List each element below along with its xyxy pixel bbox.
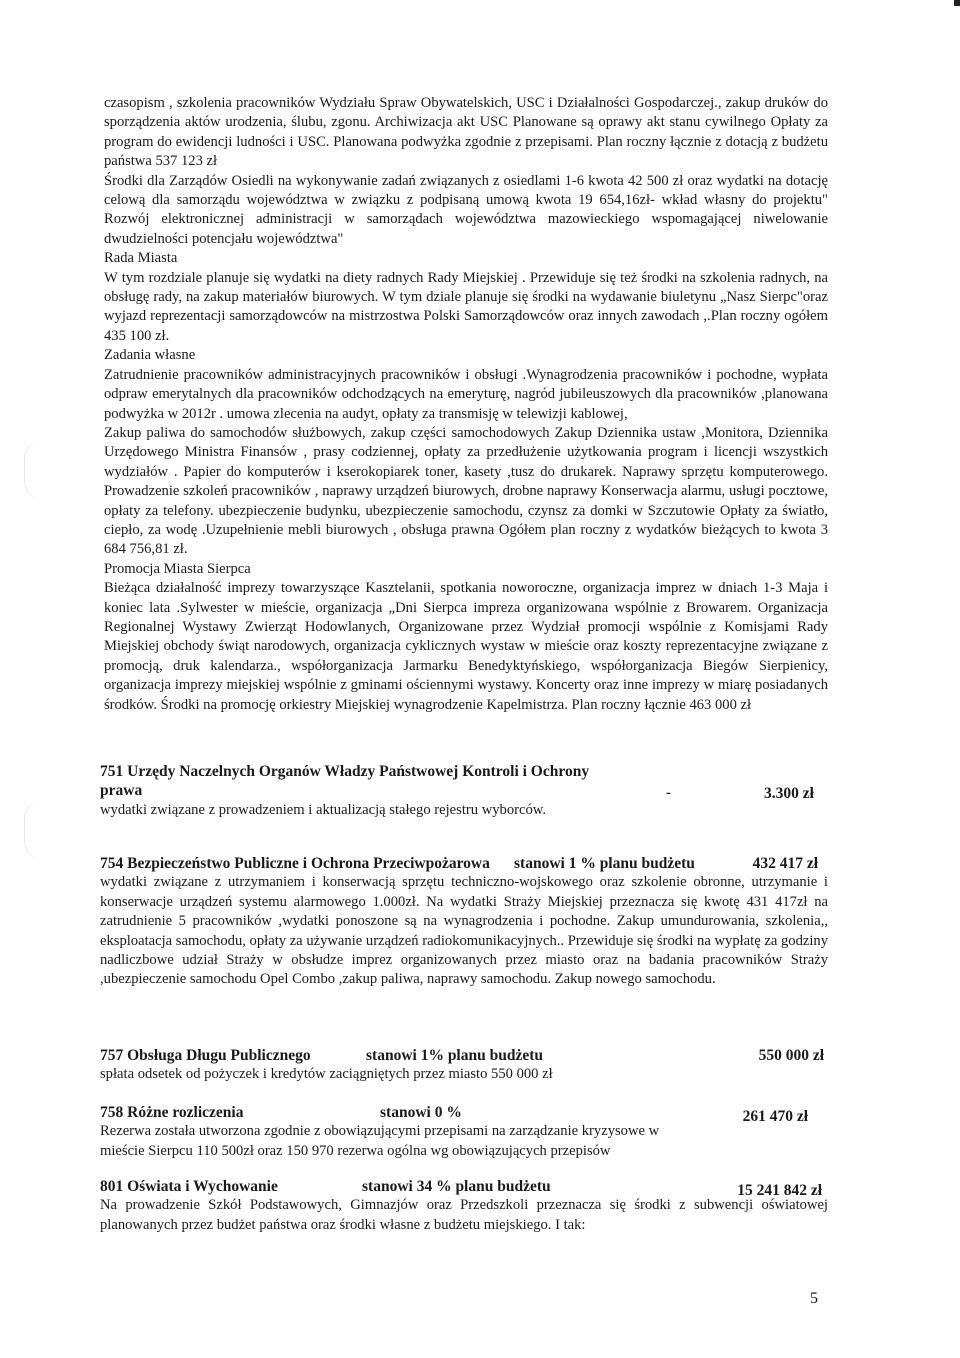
section-share: stanowi 34 % planu budżetu [362,1178,551,1195]
paragraph: Bieżąca działalność imprezy towarzyszące Kasztelanii, spotkania noworoczne, organizacja imprez w dniach 1-3 Maja i koniec lata .Sylwester w mieście, organizacja „Dni Sierpca impreza organizowana wspólnie z Browarem. Organizacja Regionalnej Wystawy Zwierząt Hodowlanych, Organizowane przez Wydział promocji wspólnie z Komisjami Rady Miejskiej obchody świąt narodowych, organizacja cyklicznych wystaw w mieście oraz koszty reprezentacyjne związane z promocją, druk kalendarza., współorganizacja Jarmarku Benedyktyńskiego, współorganizacja Biegów Sierpienicy, organizacja imprezy miejskiej wspólnie z gminami ościennymi wystawy. Koncerty oraz inne imprezy w miarę posiadanych środków. Środki na promocję orkiestry Miejskiej wynagrodzenie Kapelmistrza. Plan roczny łącznie 463 000 zł [104,580,828,713]
paragraph: W tym rozdziale planuje się wydatki na diety radnych Rady Miejskiej . Przewiduje się też środki na szkolenia radnych, na obsługę rady, na zakup materiałów biurowych. W tym dziale planuje się środki na wydawanie biuletynu „Nasz Sierpc"oraz wyjazd reprezentacji samorządowców na mistrzostwa Polski Samorządowców oraz innych zawodach ,.Plan roczny ogółem 435 100 zł. [104,269,828,344]
subheading: Promocja Miasta Sierpca [104,560,251,577]
section-amount: 15 241 842 zł [737,1182,822,1199]
section-body-text: wydatki związane z utrzymaniem i konserwacją sprzętu techniczno-wojskowego oraz szkolenie obronne, utrzymanie i konserwacje urządzeń systemu alarmowego 1.000zł. Na wydatki Straży Miejskiej przeznacza się kwotę 431 417zł na zatrudnienie 5 pracowników ,wydatki ponoszone są na wynagrodzenia i pochodne. Zakup umundurowania, szkolenia,, eksploatacja samochodu, opłaty za używanie urządzeń radiokomunikacyjnych.. Przewiduje się środki na wypłatę za godziny nadliczbowe udział Straży w obsłudze imprez organizowanych przez miasto oraz na badania pracowników Straży ,ubezpieczenie samochodu Opel Combo ,zakup paliwa, naprawy samochodu. Zakup nowego samochodu. [100,874,828,988]
section-amount: 550 000 zł [758,1047,824,1064]
section-share: stanowi 1 % planu budżetu [514,855,695,872]
section-amount: 261 470 zł [742,1108,808,1125]
section-heading [100,762,620,801]
section-title: 754 Bezpieczeństwo Publiczne i Ochrona Przeciwpożarowa [100,855,490,872]
section-share: stanowi 1% planu budżetu [366,1047,544,1064]
section-body [100,1065,828,1084]
section-754 [100,854,828,990]
section-body-text: Rezerwa została utworzona zgodnie z obowiązującymi przepisami na zarządzanie kryzysowe w mieście Sierpcu 110 500zł oraz 150 970 rezerwa ogólna wg obowiązujących przepisów [100,1123,660,1159]
section-heading [100,1177,828,1199]
section-amount: 432 417 zł [752,855,818,872]
paragraph: Zatrudnienie pracowników administracyjnych pracowników i obsługi .Wynagrodzenia pracowników i pochodne, wypłata odpraw emerytalnych dla pracowników odchodzących na emeryturę, nagród jubileuszowych dla pracowników ,planowana podwyżka w 2012r . umowa zlecenia na audyt, opłaty za transmisję w telewizji kablowej, [104,366,828,422]
section-body [100,873,828,989]
page-number: 5 [810,1290,818,1307]
subheading: Zadania własne [104,347,196,364]
section-title: 757 Obsługa Długu Publicznego [100,1047,311,1064]
section-body [100,1122,700,1161]
section-body [100,1196,828,1235]
section-heading [100,854,828,873]
section-body [100,801,828,820]
paragraph: Środki dla Zarządów Osiedli na wykonywanie zadań związanych z osiedlami 1-6 kwota 42 500 zł oraz wydatki na dotację celową dla samorządu województwa w związku z podpisaną umową kwota 19 654,16zł- wkład własny do projektu" Rozwój elektronicznej administracji w samorządach województwa mazowieckiego wspomagającej niwelowanie dwudzielności potencjału województwa" [104,172,828,247]
section-dash: - [666,785,671,801]
section-title: 751 Urzędy Naczelnych Organów Władzy Państwowej Kontroli i Ochrony prawa [100,763,590,800]
section-heading [100,1103,828,1125]
section-757 [100,1046,828,1085]
section-share: stanowi 0 % [380,1104,462,1121]
intro-text-block [104,94,828,715]
paragraph: czasopism , szkolenia pracowników Wydziału Spraw Obywatelskich, USC i Działalności Gospodarczej., zakup druków do sporządzenia aktów urodzenia, ślubu, zgonu. Archiwizacja akt USC Planowane są oprawy akt stanu cywilnego Opłaty za program do ewidencji ludności i USC. Planowana podwyżka zgodnie z przepisami. Plan roczny łącznie z dotacją z budżetu państwa 537 123 zł [104,95,828,170]
paragraph: Zakup paliwa do samochodów służbowych, zakup części samochodowych Zakup Dziennika ustaw ,Monitora, Dziennika Urzędowego Ministra Finansów , prasy codziennej, opłaty za przedłużenie użytkowania program i licencji wszystkich wydziałów . Papier do komputerów i kserokopiarek toner, kasety ,tusz do drukarek. Naprawy sprzętu komputerowego. Prowadzenie szkoleń pracowników , naprawy urządzeń biurowych, drobne naprawy Konserwacja alarmu, usługi pocztowe, opłaty za telefony. ubezpieczenie budynku, ubezpieczenie samochodu, czynsz za domki w Szczutowie Opłaty za światło, ciepło, za wodę .Uzupełnienie mebli biurowych , obsługa prawna Ogółem plan roczny z wydatków bieżących to kwota 3 684 756,81 zł. [104,424,828,558]
section-801 [100,1177,828,1235]
binding-hole-shadow [24,800,43,860]
section-heading [100,1046,828,1065]
section-title: 801 Oświata i Wychowanie [100,1178,278,1195]
section-title: 758 Różne rozliczenia [100,1104,244,1121]
section-751 [100,762,828,820]
section-body-text: Na prowadzenie Szkół Podstawowych, Gimnazjów oraz Przedszkoli przeznacza się środki z subwencji oświatowej planowanych przez budżet państwa oraz środki własne z budżetu miejskiego. I tak: [100,1197,828,1233]
section-amount: 3.300 zł [764,785,814,802]
section-body-text: spłata odsetek od pożyczek i kredytów zaciągniętych przez miasto 550 000 zł [100,1066,553,1083]
binding-hole-shadow [24,440,43,500]
scan-corner-mark [954,0,960,6]
subheading: Rada Miasta [104,250,178,267]
section-758 [100,1103,828,1161]
section-body-text: wydatki związane z prowadzeniem i aktualizacją stałego rejestru wyborców. [100,801,546,818]
